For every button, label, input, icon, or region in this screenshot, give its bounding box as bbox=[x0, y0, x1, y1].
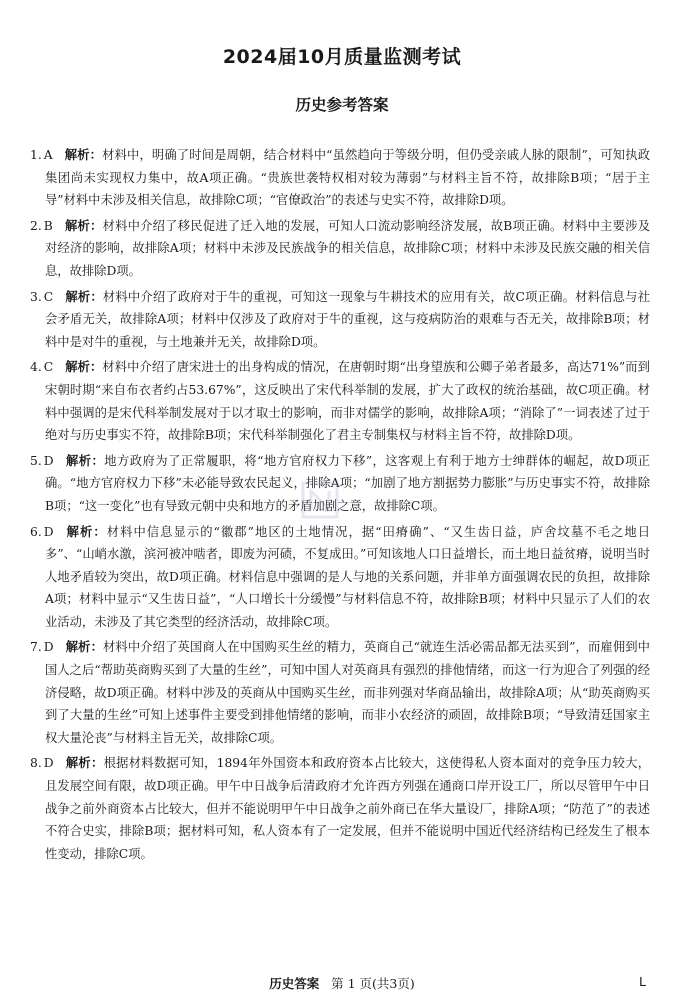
item-number: 8. bbox=[30, 756, 42, 771]
item-number: 1. bbox=[30, 148, 42, 162]
answer-item-8 bbox=[30, 752, 650, 865]
item-number: 2. bbox=[30, 218, 42, 233]
analysis-text: 根据材料数据可知，1894年外国资本和政府资本占比较大，这使得私人资本面对的竞争压力较大，且发展空间有限，故D项正确。甲午中日战争后清政府才允许西方列强在通商口岸开设工厂，所以尽管甲午中日战争之前外商资本占比较大，但并不能说明甲午中日战争之前外商已在华大量设厂，排除A项；“防范了”的表述不符合史实，排除B项；据材料可知，私人资本有了一定发展，但并不能说明中国近代经济结构已经发生了根本性变动，排除C项。 bbox=[45, 756, 650, 861]
item-answer: D bbox=[43, 640, 54, 655]
answer-item-3 bbox=[30, 286, 650, 354]
item-answer: D bbox=[43, 453, 54, 468]
analysis-label: 解析： bbox=[65, 289, 103, 304]
analysis-text: 材料中，明确了时间是周朝，结合材料中“虽然趋向于等级分明，但仍受亲戚人脉的限制”，可知执政集团尚未实现权力集中，故A项正确。“贵族世袭特权相对较为薄弱”与材料主旨不符，故排除B项；“居于主导”材料中未涉及相关信息，故排除C项；“官僚政治”的表述与史实不符，故排除D项。 bbox=[45, 148, 650, 208]
analysis-text: 材料中信息显示的“徽郡”地区的土地情况，据“田瘠确”、“又生齿日益，庐舍坟墓不毛之地日多”、“山峭水激，滨河被冲啮者，即废为河碛，不复成田。”可知该地人口日益增长，而土地日益贫瘠，说明当时人地矛盾较为突出，故D项正确。材料信息中强调的是人与地的关系问题，并非单方面强调农民的负担，故排除A项；材料中显示“又生齿日益”，“人口增长十分缓慢”与材料信息不符，故排除B项；材料中只显示了人们的农业活动，未涉及了其它类型的经济活动，故排除C项。 bbox=[45, 524, 650, 629]
item-number: 6. bbox=[30, 524, 42, 539]
item-number: 3. bbox=[30, 289, 42, 304]
item-answer: D bbox=[43, 756, 54, 771]
analysis-label: 解析： bbox=[65, 360, 103, 375]
analysis-text: 材料中介绍了唐宋进士的出身构成的情况，在唐朝时期“出身望族和公卿子弟者最多，高达71%”而到宋朝时期“来自布衣者约占53.67%”，这反映出了宋代科举制的发展，扩大了政权的统治基础，故C项正确。材料中强调的是宋代科举制发展对于以才取士的影响，而非对儒学的影响，故排除A项；“消除了”一词表述了过于绝对与历史事实不符，故排除B项；宋代科举制强化了君主专制集权与材料主旨不符，故排除D项。 bbox=[45, 360, 650, 443]
analysis-label: 解析： bbox=[65, 756, 104, 771]
footer-page-number: 第 1 页(共3页) bbox=[331, 976, 415, 991]
answer-item-2 bbox=[30, 215, 650, 283]
answer-item-1 bbox=[30, 144, 650, 212]
answer-item-4 bbox=[30, 356, 650, 446]
analysis-label: 解析： bbox=[65, 453, 105, 468]
item-answer: C bbox=[43, 289, 54, 304]
page-footer bbox=[0, 974, 684, 992]
analysis-label: 解析： bbox=[65, 640, 103, 655]
document-title: 2024届10月质量监测考试 bbox=[222, 46, 462, 68]
footer-mark: L bbox=[639, 974, 646, 989]
watermark-logo-icon bbox=[300, 480, 340, 520]
item-number: 7. bbox=[30, 640, 42, 655]
analysis-label: 解析： bbox=[65, 524, 107, 539]
footer-subject: 历史答案 bbox=[269, 976, 320, 991]
document-subtitle: 历史参考答案 bbox=[295, 96, 389, 114]
answer-item-6 bbox=[30, 521, 650, 634]
item-number: 4. bbox=[30, 360, 42, 375]
analysis-text: 材料中介绍了英国商人在中国购买生丝的精力，英商自己“就连生活必需品都无法买到”，而雇佣到中国人之后“帮助英商购买到了大量的生丝”，可知中国人对英商具有强烈的排他情绪，而这一行为迎合了列强的经济侵略，故D项正确。材料中涉及的英商从中国购买生丝，而非列强对华商品输出，故排除A项；从“助英商购买到了大量的生丝”可知上述事件主要受到排他情绪的影响，而非小农经济的顽固，故排除B项；“导致清廷国家主权大量沦丧”与材料主旨无关，故排除C项。 bbox=[45, 640, 650, 745]
analysis-label: 解析： bbox=[64, 148, 103, 162]
item-number: 5. bbox=[30, 453, 42, 468]
item-answer: D bbox=[43, 524, 54, 539]
item-answer: B bbox=[43, 218, 53, 233]
item-answer: A bbox=[43, 148, 53, 162]
item-answer: C bbox=[43, 360, 54, 375]
answer-list bbox=[30, 144, 650, 868]
answer-item-5 bbox=[30, 450, 650, 518]
analysis-text: 材料中介绍了政府对于牛的重视，可知这一现象与牛耕技术的应用有关，故C项正确。材料信息与社会矛盾无关，故排除A项；材料中仅涉及了政府对于牛的重视，这与疫病防治的艰难与否无关，故排除B项；材料中是对牛的重视，与土地兼并无关，故排除D项。 bbox=[45, 289, 650, 349]
answer-item-7 bbox=[30, 636, 650, 749]
analysis-label: 解析： bbox=[64, 218, 103, 233]
analysis-text: 地方政府为了正常履职，将“地方官府权力下移”，这客观上有利于地方士绅群体的崛起，故D项正确。“地方官府权力下移”未必能导致农民起义，排除A项；“加剧了地方割据势力膨胀”与历史事实不符，故排除B项；“这一变化”也有导致元朝中央和地方的矛盾加剧之意，故排除C项。 bbox=[45, 453, 650, 513]
analysis-text: 材料中介绍了移民促进了迁入地的发展，可知人口流动影响经济发展，故B项正确。材料中主要涉及对经济的影响，故排除A项；材料中未涉及民族战争的相关信息，故排除C项；材料中未涉及民族交融的相关信息，故排除D项。 bbox=[45, 218, 650, 278]
